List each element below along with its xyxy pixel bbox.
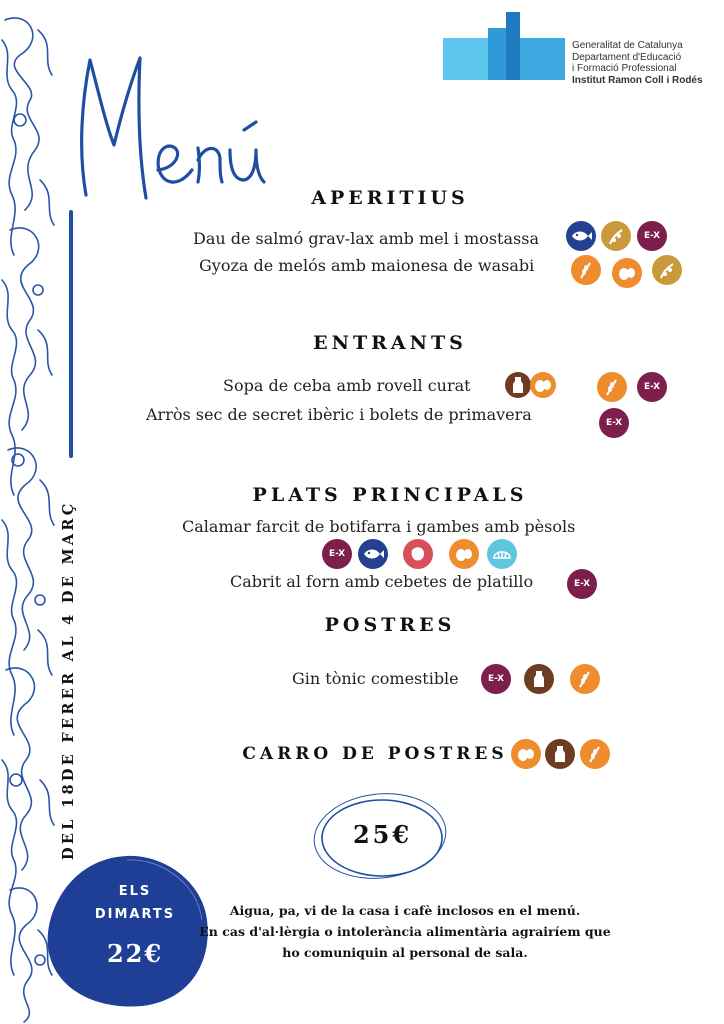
logo-line-3: i Formació Professional: [572, 63, 677, 74]
note-line-3: ho comuniquin al personal de sala.: [282, 945, 528, 960]
logo-line-1: Generalitat de Catalunya: [572, 40, 683, 51]
sulfites-label: E-X: [643, 231, 661, 241]
gluten-allergen-icon: [580, 739, 610, 769]
dish-entrant-1: Sopa de ceba amb rovell curat: [223, 376, 471, 395]
gluten-allergen-icon: [571, 255, 601, 285]
dish-postre-1: Gin tònic comestible: [292, 669, 459, 688]
molluscs-allergen-icon: [487, 539, 517, 569]
dish-aperitiu-1: Dau de salmó grav-lax amb mel i mostassa: [193, 229, 539, 248]
fish-allergen-icon: [358, 539, 388, 569]
menu-title-script: [68, 50, 278, 215]
dish-entrant-2: Arròs sec de secret ibèric i bolets de primavera: [146, 405, 532, 424]
sulfites-label: E-X: [605, 418, 623, 428]
gluten-allergen-icon: [570, 664, 600, 694]
menu-title-text: Menú: [68, 50, 71, 51]
mustard-allergen-icon: [652, 255, 682, 285]
tuesday-label-2: DIMARTS: [94, 907, 176, 922]
menu-note: [190, 900, 620, 963]
sulfites-allergen-icon: [322, 539, 352, 569]
sulfites-label: E-X: [643, 382, 661, 392]
sulfites-allergen-icon: [599, 408, 629, 438]
generalitat-logo-icon: [440, 10, 570, 85]
section-entrants: ENTRANTS: [313, 332, 467, 354]
vertical-accent-line: [69, 210, 73, 458]
milk-allergen-icon: [505, 372, 531, 398]
menu-price: 25€: [352, 820, 413, 849]
dish-principal-1: Calamar farcit de botifarra i gambes amb pèsols: [182, 517, 576, 536]
gluten-allergen-icon: [597, 372, 627, 402]
sulfites-label: E-X: [487, 674, 505, 684]
section-aperitius: APERITIUS: [311, 187, 469, 209]
mustard-allergen-icon: [601, 221, 631, 251]
sulfites-allergen-icon: [637, 372, 667, 402]
section-carro-de-postres: CARRO DE POSTRES: [242, 744, 508, 764]
sulfites-allergen-icon: [567, 569, 597, 599]
dish-principal-2: Cabrit al forn amb cebetes de platillo: [230, 572, 534, 591]
logo-text: [572, 40, 703, 86]
sulfites-allergen-icon: [481, 664, 511, 694]
date-range: DEL 18DE FERER AL 4 DE MARÇ: [60, 500, 77, 860]
logo-line-2: Departament d'Educació: [572, 51, 682, 63]
milk-allergen-icon: [524, 664, 554, 694]
egg-allergen-icon: [511, 739, 541, 769]
tuesday-price-blob: [42, 850, 212, 1010]
egg-allergen-icon: [530, 372, 556, 398]
section-postres: POSTRES: [324, 614, 456, 636]
crustaceans-allergen-icon: [403, 539, 433, 569]
sulfites-allergen-icon: [637, 221, 667, 251]
egg-allergen-icon: [612, 258, 642, 288]
egg-allergen-icon: [449, 539, 479, 569]
sulfites-label: E-X: [328, 549, 346, 559]
note-line-1: Aigua, pa, vi de la casa i cafè inclosos en el menú.: [229, 903, 581, 918]
logo-line-4: Institut Ramon Coll i Rodés: [572, 74, 703, 86]
institution-logo: [440, 10, 720, 85]
section-plats-principals: PLATS PRINCIPALS: [252, 484, 528, 506]
fish-allergen-icon: [566, 221, 596, 251]
sulfites-label: E-X: [573, 579, 591, 589]
dish-aperitiu-2: Gyoza de melós amb maionesa de wasabi: [199, 256, 535, 275]
tuesday-price: 22€: [106, 939, 164, 968]
tuesday-label-1: ELS: [118, 884, 152, 899]
note-line-2: En cas d'al·lèrgia o intolerància alimentària agrairíem que: [199, 924, 611, 939]
milk-allergen-icon: [545, 739, 575, 769]
